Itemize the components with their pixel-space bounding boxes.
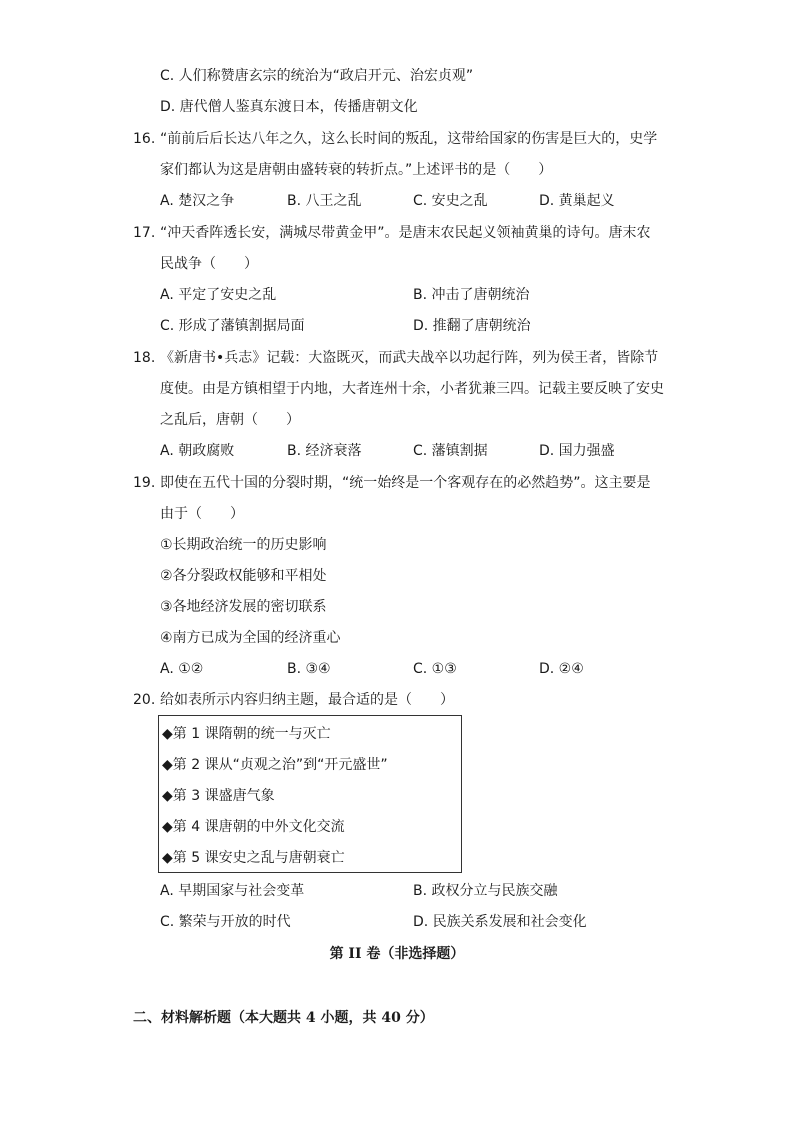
q20-option-d: D. 民族关系发展和社会变化 (413, 914, 587, 930)
part2-title: 第 II 卷（非选择题） (329, 946, 465, 962)
q19-option-c: C. ①③ (413, 661, 457, 677)
q17-option-a: A. 平定了安史之乱 (160, 287, 277, 303)
section2-title: 二、材料解析题（本大题共 4 小题，共 40 分） (133, 1010, 434, 1026)
q20-table-row-2: ◆第 2 课从“贞观之治”到“开元盛世” (162, 757, 388, 773)
q17-option-b: B. 冲击了唐朝统治 (413, 287, 530, 303)
q18-option-d: D. 国力强盛 (539, 443, 615, 459)
q20-option-c: C. 繁荣与开放的时代 (160, 914, 291, 930)
q19-item-4: ④南方已成为全国的经济重心 (160, 630, 341, 646)
q17-option-c: C. 形成了藩镇割据局面 (160, 318, 305, 334)
q16-option-b: B. 八王之乱 (287, 193, 362, 209)
q19-number: 19. (133, 475, 156, 491)
q17-number: 17. (133, 225, 156, 241)
q16-option-a: A. 楚汉之争 (160, 193, 235, 209)
q17-option-d: D. 推翻了唐朝统治 (413, 318, 531, 334)
q19-option-b: B. ③④ (287, 661, 331, 677)
q20-table-row-1: ◆第 1 课隋朝的统一与灭亡 (162, 726, 331, 742)
q16-option-c: C. 安史之乱 (413, 193, 488, 209)
q18-stem-line1: 《新唐书•兵志》记载：大盗既灭，而武夫战卒以功起行阵，列为侯王者，皆除节 (160, 350, 659, 366)
q16-number: 16. (133, 131, 156, 147)
q16-option-d: D. 黄巢起义 (539, 193, 615, 209)
q19-item-2: ②各分裂政权能够和平相处 (160, 568, 327, 584)
q19-option-a: A. ①② (160, 661, 204, 677)
q20-table-row-3: ◆第 3 课盛唐气象 (162, 788, 275, 804)
q18-option-c: C. 藩镇割据 (413, 443, 488, 459)
q17-stem-line1: “冲天香阵透长安，满城尽带黄金甲”。是唐末农民起义领袖黄巢的诗句。唐末农 (160, 225, 651, 241)
q20-table-row-5: ◆第 5 课安史之乱与唐朝衰亡 (162, 850, 345, 866)
q20-number: 20. (133, 692, 156, 708)
q15-option-c: C. 人们称赞唐玄宗的统治为“政启开元、治宏贞观” (160, 68, 474, 84)
q17-stem-line2: 民战争（ ） (160, 256, 258, 272)
q19-item-1: ①长期政治统一的历史影响 (160, 537, 327, 553)
q20-table-row-4: ◆第 4 课唐朝的中外文化交流 (162, 819, 345, 835)
q16-stem-line2: 家们都认为这是唐朝由盛转衰的转折点。”上述评书的是（ ） (160, 162, 553, 178)
q19-option-d: D. ②④ (539, 661, 584, 677)
q20-option-b: B. 政权分立与民族交融 (413, 883, 558, 899)
q18-option-b: B. 经济衰落 (287, 443, 362, 459)
q19-stem-line2: 由于（ ） (160, 506, 244, 522)
q18-stem-line2: 度使。由是方镇相望于内地，大者连州十余，小者犹兼三四。记载主要反映了安史 (160, 381, 664, 397)
q19-stem-line1: 即使在五代十国的分裂时期，“统一始终是一个客观存在的必然趋势”。这主要是 (160, 475, 651, 491)
q19-item-3: ③各地经济发展的密切联系 (160, 599, 327, 615)
q20-stem-line1: 给如表所示内容归纳主题，最合适的是（ ） (160, 692, 454, 708)
q18-stem-line3: 之乱后，唐朝（ ） (160, 412, 300, 428)
q16-stem-line1: “前前后后长达八年之久，这么长时间的叛乱，这带给国家的伤害是巨大的，史学 (160, 131, 658, 147)
q20-option-a: A. 早期国家与社会变革 (160, 883, 305, 899)
q18-number: 18. (133, 350, 156, 366)
q15-option-d: D. 唐代僧人鉴真东渡日本，传播唐朝文化 (160, 99, 418, 115)
q18-option-a: A. 朝政腐败 (160, 443, 235, 459)
